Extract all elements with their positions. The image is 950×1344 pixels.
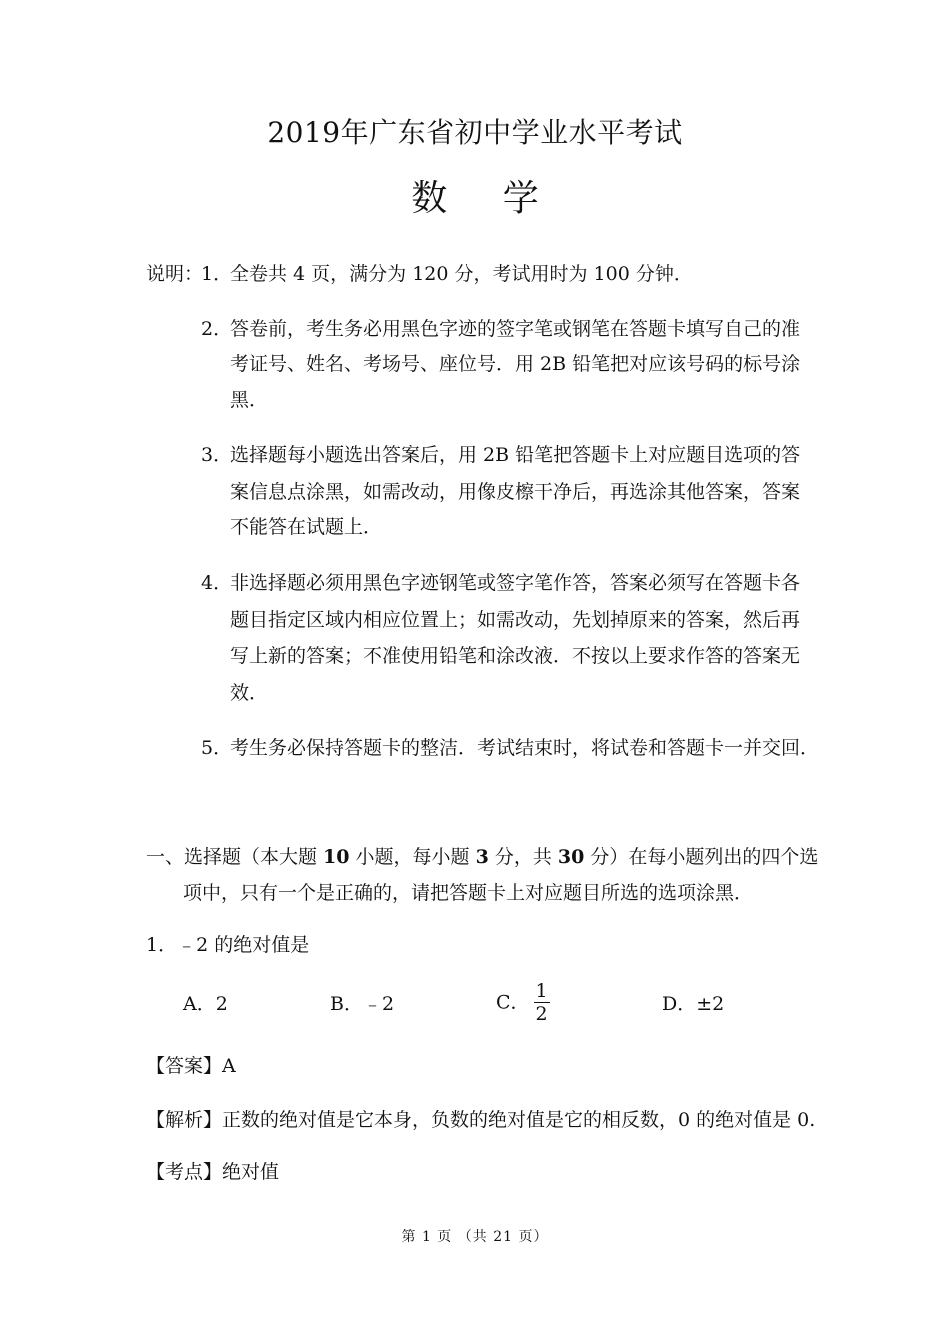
option-d: D．±2 (662, 993, 725, 1015)
instruction-3-line-2: 案信息点涂黑，如需改动，用像皮檫干净后，再选涂其他答案，答案 (230, 481, 801, 503)
option-a: A．2 (183, 993, 228, 1015)
instruction-2-line-2: 考证号、姓名、考场号、座位号．用 2B 铅笔把对应该号码的标号涂 (230, 353, 801, 375)
analysis: 【解析】正数的绝对值是它本身，负数的绝对值是它的相反数，0 的绝对值是 0. (146, 1109, 816, 1131)
instruction-2-line-1: 答卷前，考生务必用黑色字迹的签字笔或钢笔在答题卡填写自己的准 (230, 318, 801, 340)
page-number: 第 1 页 （共 21 页） (401, 1229, 549, 1245)
fraction-numerator: 1 (535, 980, 548, 1002)
instruction-4-line-4: 效． (230, 682, 269, 704)
section-heading-prefix: 一、选择题（本大题 (146, 846, 324, 868)
section-heading-mid-1: 小题，每小题 (349, 846, 476, 868)
fraction-denominator: 2 (535, 1003, 548, 1025)
instruction-3-line-1: 选择题每小题选出答案后，用 2B 铅笔把答题卡上对应题目选项的答 (230, 444, 801, 466)
option-c (496, 980, 550, 1025)
instruction-4-line-3: 写上新的答案；不准使用铅笔和涂改液．不按以上要求作答的答案无 (230, 645, 801, 667)
instruction-1-text: 全卷共 4 页，满分为 120 分，考试用时为 100 分钟． (230, 263, 693, 285)
section-heading-suffix: 分）在每小题列出的四个选 (584, 846, 819, 868)
instruction-2-number: 2． (201, 318, 233, 340)
instructions-label: 说明： (146, 263, 204, 285)
option-c-label: C． (496, 991, 530, 1014)
fraction-one-half (534, 980, 550, 1025)
points-each: 3 (475, 846, 489, 868)
points-total: 30 (557, 846, 585, 868)
instruction-4-number: 4． (201, 572, 233, 594)
question-1-stem: 1．﹣2 的绝对值是 (146, 934, 310, 956)
instruction-4-line-1: 非选择题必须用黑色字迹钢笔或签字笔作答，答案必须写在答题卡各 (230, 572, 801, 594)
instruction-5-text: 考生务必保持答题卡的整洁．考试结束时，将试卷和答题卡一并交回． (230, 737, 820, 759)
exam-title: 2019年广东省初中学业水平考试 (267, 116, 683, 149)
section-heading-mid-2: 分，共 (488, 846, 558, 868)
instruction-3-number: 3． (201, 444, 233, 466)
answer: 【答案】A (146, 1055, 236, 1077)
instruction-4-line-2: 题目指定区域内相应位置上；如需改动，先划掉原来的答案，然后再 (230, 609, 801, 631)
subject-title: 数 学 (411, 178, 561, 219)
option-b: B．﹣2 (330, 993, 395, 1015)
question-count: 10 (323, 846, 350, 868)
instruction-3-line-3: 不能答在试题上． (230, 516, 383, 538)
instruction-1-number: 1． (201, 263, 233, 285)
section-heading-line-2: 项中，只有一个是正确的，请把答题卡上对应题目所选的选项涂黑． (183, 882, 754, 904)
section-heading (146, 845, 818, 869)
topic: 【考点】绝对值 (146, 1161, 280, 1183)
instruction-5-number: 5． (201, 737, 233, 759)
instruction-2-line-3: 黑． (230, 389, 269, 411)
